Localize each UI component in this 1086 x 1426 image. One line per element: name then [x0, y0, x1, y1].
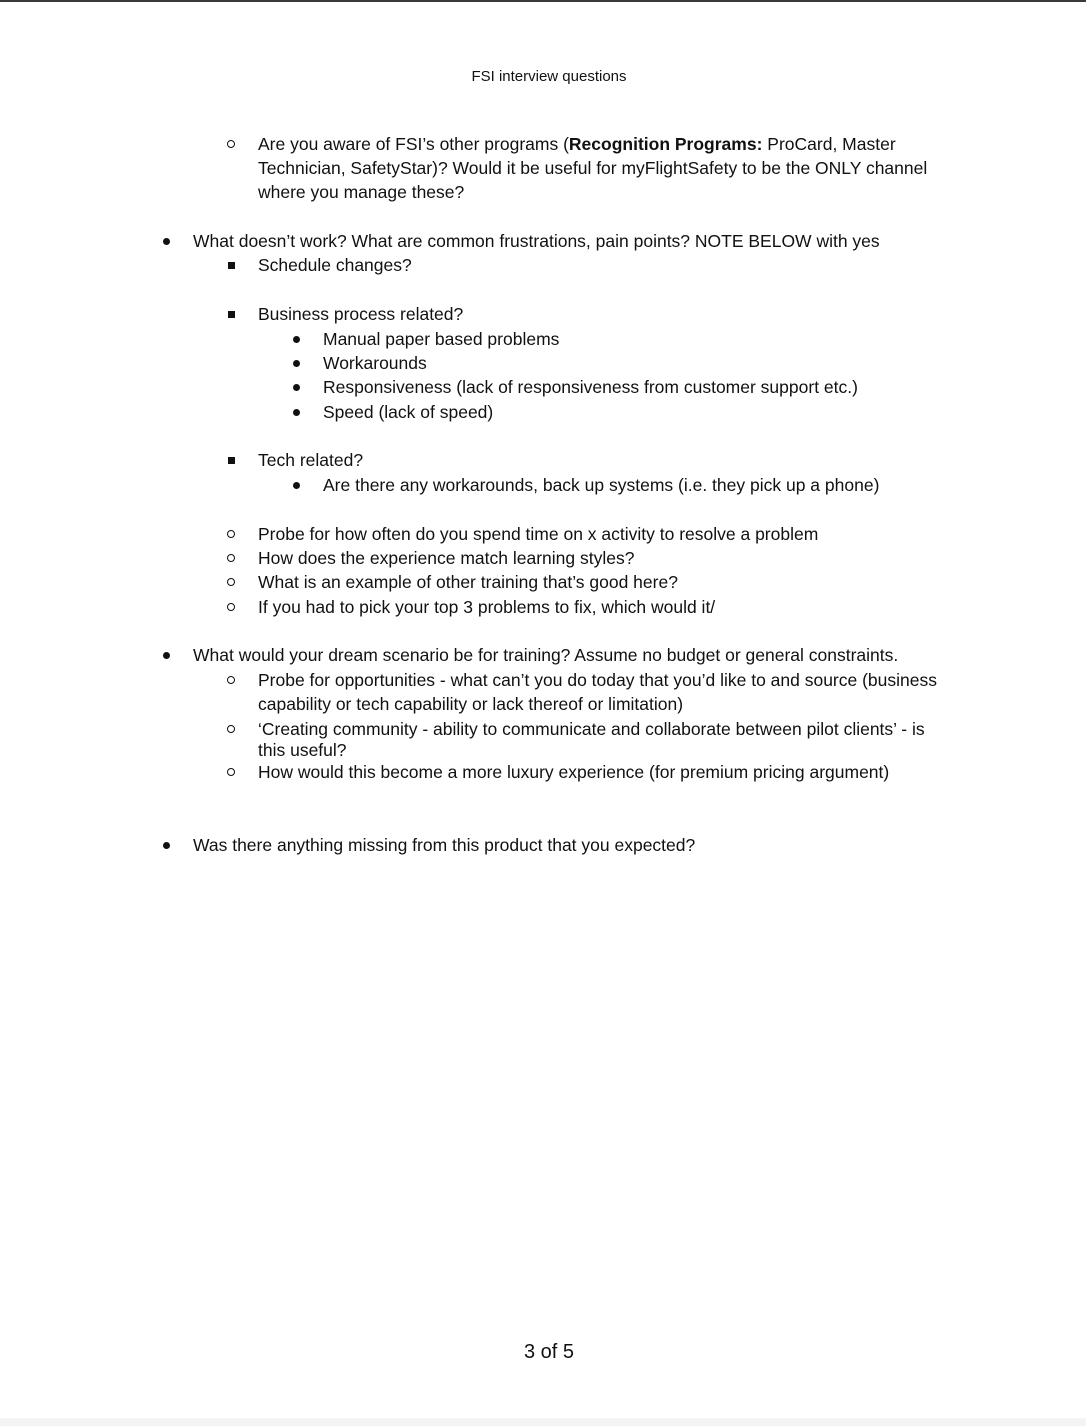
list-item-learning-styles: How does the experience match learning styles? [258, 548, 635, 568]
list-item-manual-paper: Manual paper based problems [323, 329, 560, 349]
disc-bullet-icon [286, 473, 306, 489]
bottom-edge [0, 1418, 1086, 1426]
list-item-probe-how-often: Probe for how often do you spend time on x activity to resolve a problem [258, 524, 819, 544]
top-border [0, 0, 1086, 2]
list-item-what-doesnt-work: What doesn’t work? What are common frustrations, pain points? NOTE BELOW with yes [193, 231, 880, 251]
list-item-continuation: where you manage these? [258, 182, 465, 202]
list-item-speed: Speed (lack of speed) [323, 402, 494, 422]
list-item-backup-systems: Are there any workarounds, back up systems (i.e. they pick up a phone) [323, 475, 880, 495]
list-item-schedule-changes: Schedule changes? [258, 255, 412, 275]
list-item-continuation: capability or tech capability or lack thereof or limitation) [258, 694, 684, 714]
list-item-anything-missing: Was there anything missing from this product that you expected? [193, 835, 696, 855]
list-item-workarounds: Workarounds [323, 353, 427, 373]
list-item-responsiveness: Responsiveness (lack of responsiveness from customer support etc.) [323, 377, 858, 397]
disc-bullet-icon [286, 351, 306, 367]
list-item-continuation: Technician, SafetyStar)? Would it be useful for myFlightSafety to be the ONLY channel [258, 158, 928, 178]
list-item-dream-scenario: What would your dream scenario be for training? Assume no budget or general constraints. [193, 645, 899, 665]
list-item-probe-opportunities: Probe for opportunities - what can’t you do today that you’d like to and source (business [258, 670, 938, 690]
list-item-tech-related: Tech related? [258, 450, 364, 470]
disc-bullet-icon [156, 229, 176, 245]
circle-bullet-icon [221, 570, 241, 586]
square-bullet-icon [221, 448, 241, 464]
disc-bullet-icon [286, 375, 306, 391]
circle-bullet-icon [221, 546, 241, 562]
bold-label: Recognition Programs: [568, 134, 763, 154]
list-item-text: Are you aware of FSI’s other programs ( [258, 134, 569, 154]
circle-bullet-icon [221, 595, 241, 611]
disc-bullet-icon [156, 643, 176, 659]
disc-bullet-icon [286, 327, 306, 343]
list-item-other-training: What is an example of other training that’s good here? [258, 572, 678, 592]
circle-bullet-icon [221, 132, 241, 148]
square-bullet-icon [221, 302, 241, 318]
page-number: 3 of 5 [523, 1341, 575, 1363]
list-item-creating-community: ‘Creating community - ability to communicate and collaborate between pilot clients’ - is [258, 719, 925, 739]
list-item-luxury-experience: How would this become a more luxury experience (for premium pricing argument) [258, 762, 890, 782]
list-item-text: ProCard, Master [762, 134, 896, 154]
disc-bullet-icon [156, 833, 176, 849]
list-item-top-3-problems: If you had to pick your top 3 problems to fix, which would it/ [258, 597, 716, 617]
circle-bullet-icon [221, 717, 241, 733]
circle-bullet-icon [221, 668, 241, 684]
list-item-continuation: this useful? [258, 740, 347, 760]
circle-bullet-icon [221, 522, 241, 538]
disc-bullet-icon [286, 400, 306, 416]
page-header-title: FSI interview questions [471, 68, 627, 85]
circle-bullet-icon [221, 760, 241, 776]
list-item-business-process: Business process related? [258, 304, 464, 324]
square-bullet-icon [221, 253, 241, 269]
list-item-recognition-programs [258, 132, 896, 156]
